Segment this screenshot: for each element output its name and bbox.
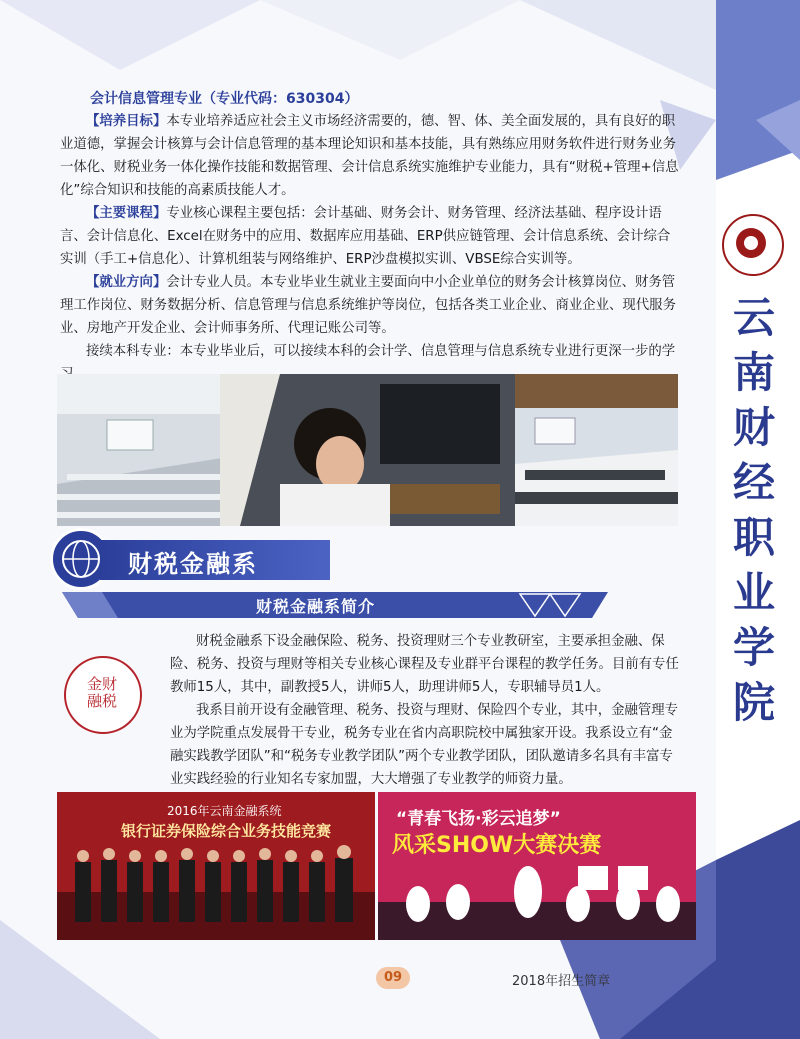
student-abacus-image: [220, 374, 520, 526]
department-description: [170, 630, 680, 791]
job-tag: 【就业方向】: [86, 275, 167, 290]
major-description: [60, 110, 680, 386]
department-paragraph-2: 我系目前开设有金融管理、税务、投资与理财、保险四个专业，其中，金融管理专业为学院重点发展骨干专业，税务专业在省内高职院校中属独家开设。我系设立有“金融实践教学团队”和“税务专业教学团队”两个专业教学团队，团队邀请多名具有丰富专业实践经验的行业知名专家加盟，大大增强了专业教学的师资力量。: [170, 703, 679, 787]
computer-lab-image: [515, 374, 678, 526]
department-banner-title: 财税金融系: [128, 550, 258, 578]
banner-decoration: [510, 592, 600, 618]
goal-tag: 【培养目标】: [86, 114, 167, 129]
classroom-image: [57, 374, 235, 526]
course-paragraph: [60, 202, 680, 271]
goal-paragraph: [60, 110, 680, 202]
college-name-char: 经: [732, 458, 775, 507]
job-text: 会计专业人员。本专业毕业生就业主要面向中小企业单位的财务会计核算岗位、财务管理工作岗位、财务数据分析、信息管理与信息系统维护等岗位，包括各类工业企业、商业企业、现代服务业、房地产开发企业、会计师事务所、代理记账公司等。: [60, 275, 676, 336]
stage-line-1: “青春飞扬·彩云追梦”: [396, 809, 561, 829]
award-line-1: 2016年云南金融系统: [167, 804, 282, 818]
student-photo: [220, 374, 520, 526]
job-paragraph: [60, 271, 680, 340]
goal-text: 本专业培养适应社会主义市场经济需要的，德、智、体、美全面发展的，具有良好的职业道德，掌握会计核算与会计信息管理的基本理论知识和基本技能，具有熟练应用财务软件进行财务业务一体化、财税业务一体化操作技能和数据管理、会计信息系统实施维护专业能力，具有“财税+管理+信息化”综合知识和技能的高素质技能人才。: [60, 114, 679, 198]
college-name-char: 南: [732, 348, 775, 397]
course-text: 专业核心课程主要包括：会计基础、财务会计、财务管理、经济法基础、程序设计语言、会计信息化、Excel在财务中的应用、数据库应用基础、ERP供应链管理、会计信息系统、会计综合实训（手工+信息化）、计算机组装与网络维护、ERP沙盘模拟实训、VBSE综合实训等。: [60, 206, 671, 267]
department-paragraph-1: 财税金融系下设金融保险、税务、投资理财三个专业教研室，主要承担金融、保险、税务、投资与理财等相关专业核心课程及专业群平台课程的教学任务。目前有专任教师15人，其中，副教授5人，讲师5人，助理讲师5人，专职辅导员1人。: [170, 634, 679, 695]
major-title: 会计信息管理专业（专业代码：630304）: [90, 91, 359, 107]
college-name-char: 云: [732, 293, 775, 342]
college-name-char: 职: [732, 513, 775, 562]
classroom-photo-2: [515, 374, 678, 526]
college-seal-icon: [722, 214, 784, 276]
course-tag: 【主要课程】: [86, 206, 167, 221]
brochure-title: 2018年招生简章: [512, 974, 611, 989]
college-name-char: 院: [732, 678, 775, 727]
award-photo: [57, 792, 375, 940]
stage-photo: [378, 792, 696, 940]
college-name-char: 业: [732, 568, 775, 617]
department-stamp-text: 金财融税: [86, 675, 117, 710]
college-name-char: 财: [732, 403, 775, 452]
college-name-vertical: [724, 290, 784, 730]
intro-banner-title: 财税金融系简介: [256, 597, 376, 616]
classroom-photo-1: [57, 374, 235, 526]
stage-line-2: 风采SHOW大赛决赛: [392, 833, 602, 858]
award-line-2: 银行证券保险综合业务技能竞赛: [121, 822, 332, 840]
page-number: 09: [376, 967, 410, 989]
further-paragraph: 接续本科专业：本专业毕业后，可以接续本科的会计学、信息管理与信息系统专业进行更深一步的学: [86, 344, 676, 359]
college-name-char: 学: [732, 623, 775, 672]
